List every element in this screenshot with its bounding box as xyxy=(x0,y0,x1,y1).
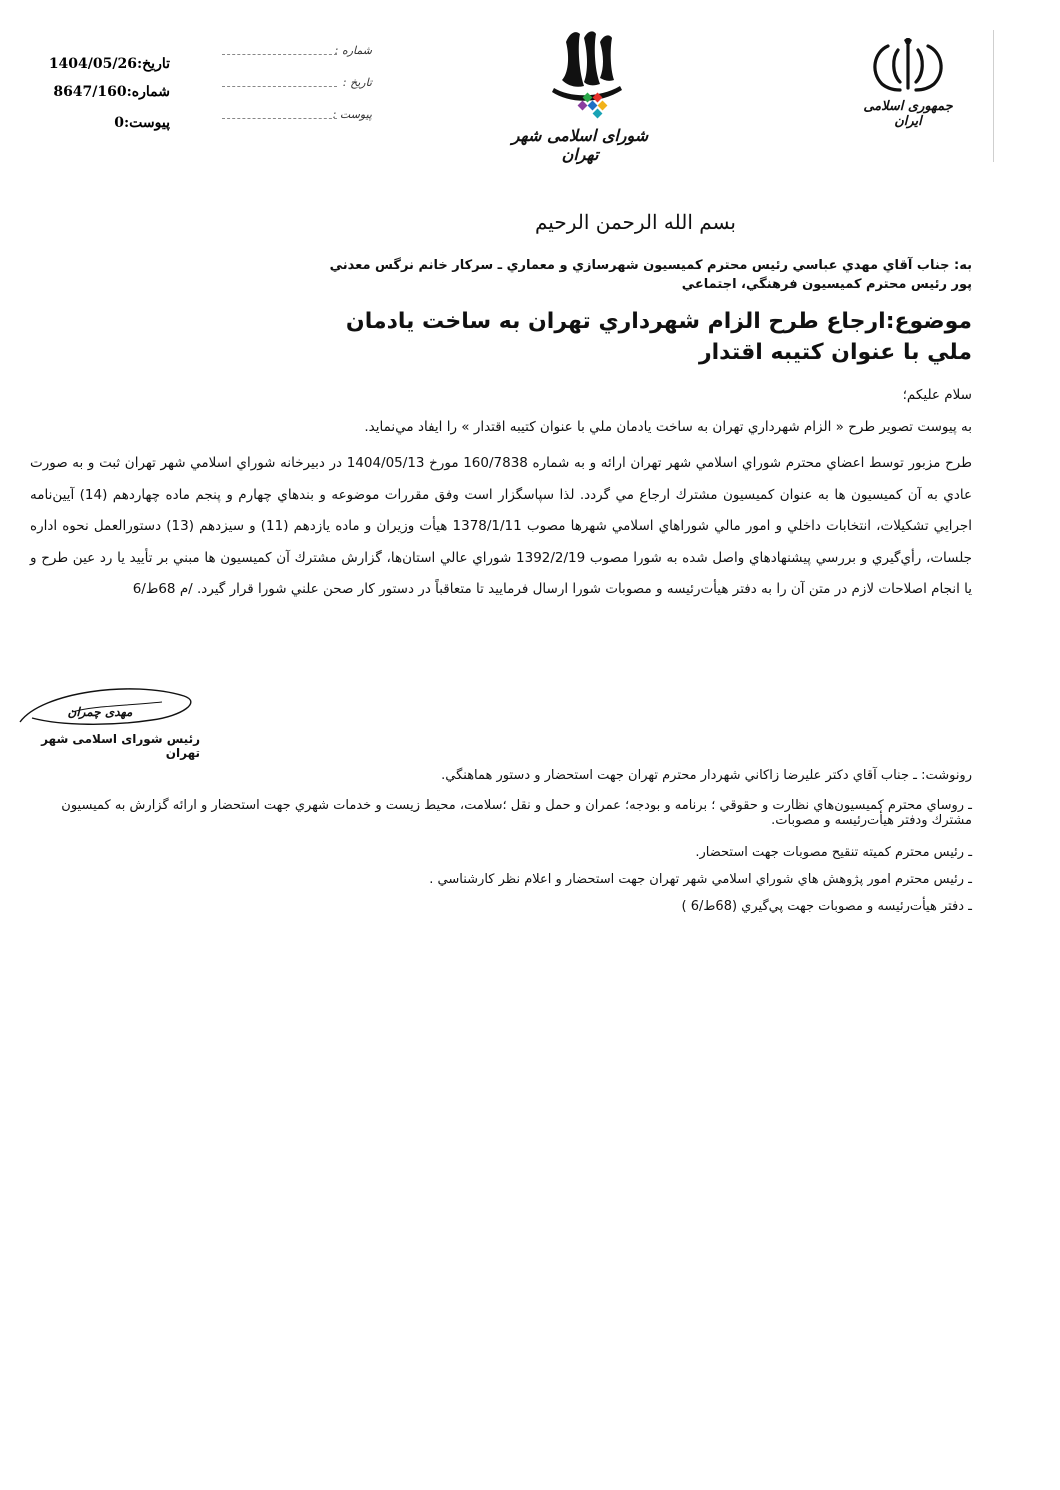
iran-emblem xyxy=(848,38,968,129)
subject-line: موضوع:ارجاع طرح الزام شهرداري تهران به ساخت يادمان ملي با عنوان كتيبه اقتدار xyxy=(345,309,972,365)
form-attachment-label: پیوست xyxy=(339,108,372,121)
council-logo-icon xyxy=(500,28,660,120)
letter-attachment: پیوست:0 xyxy=(114,115,170,131)
letter-number: شماره:8647/160 xyxy=(53,84,170,100)
logo-caption: شورای اسلامی شهر تهران xyxy=(511,126,649,164)
letter-date: تاریخ:1404/05/26 xyxy=(48,56,170,72)
greeting: سلام عليكم؛ xyxy=(902,387,972,403)
form-date-label: تاریخ xyxy=(350,76,372,89)
recipient-line: به: جناب آقاي مهدي عباسي رئيس محترم كميسيون شهرسازي و معماري ـ سركار خانم نرگس معدني پور رئيس محترم كميسيون فرهنگي، اجتماعي xyxy=(329,258,972,292)
header-divider xyxy=(993,30,994,162)
paragraph-2: طرح مزبور توسط اعضاي محترم شوراي اسلامي شهر تهران ارائه و به شماره 160/7838 مورخ 1404/05/13 در دبيرخانه شوراي اسلامي شهر تهران ثبت و به صورت عادي به آن كميسيون ها به عنوان كميسيون مشترك ارجاع مي گردد. لذا سپاسگزار است وفق مقررات موضوعه و بندهاي چهارم و پنجم ماده چهاردهم (14) آيين‌نامه اجرايي تشكيلات، انتخابات داخلي و امور مالي شوراهاي اسلامي شهرها مصوب 1378/1/11 هيأت وزيران و ماده يازدهم (11) و سيزدهم (13) دستورالعمل نحوه اداره جلسات، رأي‌گيري و بررسي پيشنهادهاي واصل شده به شورا مصوب 1392/2/19 شوراي عالي استان‌ها، گزارش مشترك آن كميسيون ها مبني بر تأييد يا رد عين طرح و يا انجام اصلاحات لازم در متن آن را به دفتر هيأت‌رئيسه و مصوبات شورا ارسال فرماييد تا متعاقباً در دستور كار صحن علني شورا قرار گيرد. /م 68ط/6 xyxy=(30,455,973,597)
form-number-line: شماره : xyxy=(222,44,372,57)
emblem-icon xyxy=(848,38,968,93)
signatory-title: رئیس شورای اسلامی شهر تهران xyxy=(41,732,200,760)
cc-item: رونوشت: ـ جناب آقاي دكتر عليرضا زاكاني شهردار محترم تهران جهت استحضار و دستور هماهنگي. xyxy=(441,768,972,783)
form-attachment-line: پیوست : xyxy=(222,108,372,121)
cc-item: ـ رئيس محترم كميته تنقيح مصوبات جهت استحضار. xyxy=(695,845,972,860)
cc-item: ـ رئيس محترم امور پژوهش هاي شوراي اسلامي شهر تهران جهت استحضار و اعلام نظر كارشناسي . xyxy=(429,872,972,887)
form-number-label: شماره xyxy=(341,44,372,57)
signatory-name: مهدی چمران xyxy=(67,705,133,719)
emblem-caption: جمهوری اسلامی ایران xyxy=(863,99,953,129)
cc-item: ـ دفتر هيأت‌رئيسه و مصوبات جهت پي‌گيري (68ط/6 ) xyxy=(681,899,972,914)
cc-item: ـ روساي محترم كميسيون‌هاي نظارت و حقوقي ؛ برنامه و بودجه؛ عمران و حمل و نقل ؛سلامت، محيط زيست و خدمات شهري جهت استحضار و ارائه گزارش به كميسيون مشترك ودفتر هيأت‌رئيسه و مصوبات. xyxy=(61,798,972,828)
council-logo xyxy=(500,28,660,164)
form-date-line: تاریخ : xyxy=(222,76,372,89)
paragraph-1: به پيوست تصوير طرح « الزام شهرداري تهران به ساخت يادمان ملي با عنوان كتيبه اقتدار » را ايفاد مي‌نمايد. xyxy=(364,419,972,435)
bismillah: بسم الله الرحمن الرحيم xyxy=(534,210,736,234)
